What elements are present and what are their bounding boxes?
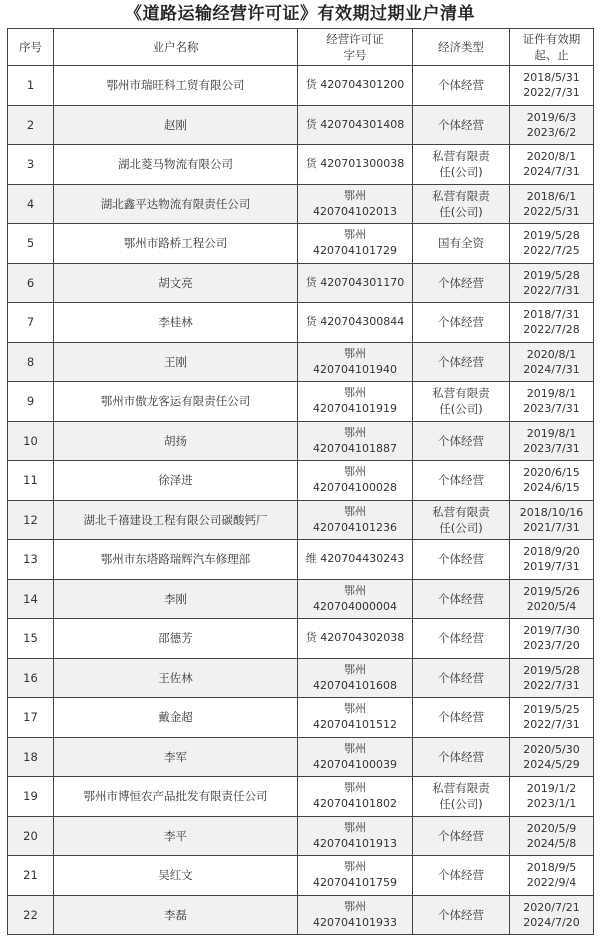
validity-start: 2020/6/15 [523,466,580,480]
cell-license [298,579,413,619]
business-name: 湖北鑫平达物流有限责任公司 [100,196,251,211]
cell-validity [510,540,594,580]
cell-type [413,856,510,896]
cell-no [8,66,54,106]
validity-start: 2020/7/21 [523,900,580,914]
validity-end: 2023/6/2 [526,125,577,139]
type-line1: 私营有限责 [432,504,490,519]
validity-end: 2020/5/4 [526,599,577,613]
cell-validity [510,658,594,698]
cell-type [413,382,510,422]
business-name: 王佐林 [158,670,193,685]
table-header-row [8,29,594,66]
validity-end: 2019/7/31 [523,560,580,574]
cell-validity [510,816,594,856]
business-name: 赵刚 [164,117,187,132]
table-row [8,658,594,698]
header-license-line1: 经营许可证 [326,32,384,46]
row-number: 11 [23,473,38,488]
cell-type [413,658,510,698]
row-number: 7 [26,315,35,330]
cell-no [8,619,54,659]
cell-type [413,421,510,461]
row-number: 14 [23,591,38,606]
row-number: 1 [26,78,35,93]
row-number: 13 [23,552,38,567]
cell-validity [510,145,594,185]
license-line1: 鄂州 [344,820,366,834]
business-name: 徐泽进 [158,473,193,488]
type-line1: 个体经营 [438,275,484,290]
validity-end: 2024/7/20 [523,915,580,929]
cell-license [298,698,413,738]
cell-name [54,342,298,382]
table-row [8,579,594,619]
license-line1: 鄂州 [344,386,366,400]
cell-type [413,816,510,856]
cell-type [413,303,510,343]
type-line1: 个体经营 [438,828,484,843]
table-row [8,184,594,224]
license-line1: 鄂州 [344,860,366,874]
cell-validity [510,105,594,145]
business-name: 戴金超 [158,710,193,725]
cell-no [8,816,54,856]
row-number: 9 [26,394,35,409]
row-number: 12 [23,512,38,527]
license-line2: 420704101919 [313,402,397,416]
cell-name [54,540,298,580]
type-line1: 个体经营 [438,710,484,725]
expired-license-table [7,28,594,935]
cell-name [54,777,298,817]
validity-start: 2020/5/9 [526,821,577,835]
cell-name [54,658,298,698]
type-line1: 个体经营 [438,78,484,93]
cell-name [54,500,298,540]
business-name: 鄂州市瑞旺科工贸有限公司 [106,78,245,93]
validity-start: 2018/6/1 [526,189,577,203]
validity-end: 2022/7/31 [523,718,580,732]
cell-no [8,658,54,698]
table-row [8,105,594,145]
row-number: 18 [23,749,38,764]
row-number: 5 [26,236,35,251]
cell-no [8,461,54,501]
validity-end: 2024/6/15 [523,481,580,495]
validity-start: 2018/7/31 [523,308,580,322]
type-line1: 个体经营 [438,117,484,132]
business-name: 湖北千禧建设工程有限公司碳酸钙厂 [83,512,268,527]
validity-start: 2019/5/28 [523,663,580,677]
cell-license [298,856,413,896]
cell-no [8,184,54,224]
business-name: 王刚 [164,354,187,369]
cell-no [8,856,54,896]
license-line1: 货 420704301170 [305,275,405,289]
cell-type [413,895,510,935]
license-line1: 货 420704300844 [305,315,405,329]
type-line1: 国有全资 [438,236,484,251]
license-line2: 420704102013 [313,204,397,218]
validity-end: 2022/7/31 [523,283,580,297]
cell-name [54,856,298,896]
table-row [8,777,594,817]
type-line1: 个体经营 [438,591,484,606]
table-row [8,145,594,185]
business-name: 李磊 [164,907,187,922]
row-number: 4 [26,196,35,211]
cell-no [8,303,54,343]
validity-start: 2018/10/16 [519,505,584,519]
validity-start: 2019/5/28 [523,268,580,282]
cell-license [298,145,413,185]
cell-no [8,382,54,422]
type-line1: 个体经营 [438,433,484,448]
cell-name [54,105,298,145]
cell-validity [510,342,594,382]
cell-no [8,737,54,777]
table-row [8,461,594,501]
validity-end: 2022/5/31 [523,204,580,218]
table-row [8,66,594,106]
header-license [298,29,413,66]
license-line2: 420704101608 [313,678,397,692]
cell-validity [510,263,594,303]
license-line2: 420704101802 [313,797,397,811]
cell-validity [510,382,594,422]
table-row [8,342,594,382]
validity-start: 2020/5/30 [523,742,580,756]
license-line1: 鄂州 [344,899,366,913]
business-name: 胡扬 [164,433,187,448]
validity-start: 2018/9/20 [523,545,580,559]
header-name: 业户名称 [54,29,298,66]
cell-license [298,303,413,343]
type-line1: 个体经营 [438,749,484,764]
business-name: 吴红文 [158,868,193,883]
validity-start: 2019/5/25 [523,703,580,717]
cell-validity [510,777,594,817]
type-line2: 任(公司) [439,402,483,417]
validity-start: 2019/7/30 [523,624,580,638]
validity-start: 2019/5/28 [523,229,580,243]
type-line1: 私营有限责 [432,149,490,164]
cell-license [298,224,413,264]
table-row [8,698,594,738]
validity-end: 2023/1/1 [526,797,577,811]
row-number: 2 [26,117,35,132]
license-line1: 鄂州 [344,228,366,242]
validity-end: 2021/7/31 [523,520,580,534]
table-row [8,856,594,896]
cell-validity [510,698,594,738]
license-line1: 鄂州 [344,702,366,716]
cell-license [298,105,413,145]
cell-license [298,619,413,659]
cell-name [54,66,298,106]
header-validity-line2: 起、止 [534,48,569,62]
cell-name [54,421,298,461]
business-name: 李刚 [164,591,187,606]
business-name: 鄂州市东塔路瑞辉汽车修理部 [100,552,251,567]
row-number: 10 [23,433,38,448]
page-title: 《道路运输经营许可证》有效期过期业户清单 [125,4,475,24]
cell-name [54,895,298,935]
row-number: 16 [23,670,38,685]
cell-no [8,540,54,580]
business-name: 李平 [164,828,187,843]
cell-license [298,658,413,698]
cell-no [8,105,54,145]
cell-license [298,816,413,856]
row-number: 3 [26,157,35,172]
validity-start: 2019/5/26 [523,584,580,598]
cell-type [413,500,510,540]
cell-type [413,619,510,659]
type-line1: 私营有限责 [432,188,490,203]
license-line1: 维 420704430243 [305,552,405,566]
cell-validity [510,500,594,540]
table-row [8,619,594,659]
cell-name [54,224,298,264]
type-line1: 个体经营 [438,552,484,567]
type-line2: 任(公司) [439,204,483,219]
type-line1: 个体经营 [438,868,484,883]
table-row [8,737,594,777]
type-line2: 任(公司) [439,165,483,180]
validity-start: 2018/5/31 [523,71,580,85]
row-number: 20 [23,828,38,843]
cell-name [54,619,298,659]
cell-name [54,698,298,738]
license-line2: 420704000004 [313,599,397,613]
validity-start: 2019/1/2 [526,782,577,796]
license-line2: 420704101940 [313,362,397,376]
cell-validity [510,184,594,224]
cell-name [54,579,298,619]
validity-end: 2023/7/20 [523,639,580,653]
cell-name [54,184,298,224]
cell-license [298,461,413,501]
table-row [8,895,594,935]
license-line2: 420704101913 [313,836,397,850]
business-name: 胡文亮 [158,275,193,290]
cell-name [54,461,298,501]
table-row [8,263,594,303]
cell-name [54,382,298,422]
cell-validity [510,737,594,777]
validity-end: 2022/9/4 [526,876,577,890]
license-line1: 货 420704301408 [305,117,405,131]
table-row [8,303,594,343]
cell-name [54,263,298,303]
row-number: 21 [23,868,38,883]
license-line2: 420704101512 [313,718,397,732]
license-line1: 货 420704301200 [305,78,405,92]
type-line1: 私营有限责 [432,781,490,796]
cell-name [54,303,298,343]
business-name: 鄂州市路桥工程公司 [123,236,228,251]
type-line1: 个体经营 [438,473,484,488]
validity-end: 2022/7/28 [523,323,580,337]
table-row [8,500,594,540]
cell-no [8,342,54,382]
cell-type [413,263,510,303]
cell-validity [510,461,594,501]
type-line1: 个体经营 [438,670,484,685]
validity-end: 2024/7/31 [523,362,580,376]
cell-type [413,540,510,580]
table-row [8,816,594,856]
cell-validity [510,895,594,935]
validity-start: 2020/8/1 [526,150,577,164]
cell-validity [510,224,594,264]
cell-type [413,777,510,817]
cell-validity [510,856,594,896]
validity-end: 2022/7/25 [523,244,580,258]
cell-license [298,737,413,777]
type-line1: 个体经营 [438,631,484,646]
row-number: 15 [23,631,38,646]
cell-type [413,737,510,777]
validity-end: 2022/7/31 [523,678,580,692]
license-line2: 420704101759 [313,876,397,890]
validity-start: 2020/8/1 [526,347,577,361]
business-name: 邵德芳 [158,631,193,646]
cell-type [413,66,510,106]
cell-no [8,698,54,738]
validity-end: 2024/5/8 [526,836,577,850]
cell-type [413,461,510,501]
license-line2: 420704100039 [313,757,397,771]
cell-type [413,579,510,619]
cell-license [298,895,413,935]
cell-license [298,421,413,461]
cell-type [413,145,510,185]
type-line1: 个体经营 [438,907,484,922]
validity-start: 2018/9/5 [526,861,577,875]
table-row [8,224,594,264]
cell-license [298,540,413,580]
cell-no [8,224,54,264]
license-line1: 鄂州 [344,741,366,755]
cell-license [298,184,413,224]
cell-validity [510,619,594,659]
license-line1: 鄂州 [344,583,366,597]
type-line2: 任(公司) [439,520,483,535]
validity-end: 2023/7/31 [523,402,580,416]
cell-no [8,777,54,817]
validity-end: 2024/5/29 [523,757,580,771]
header-type: 经济类型 [413,29,510,66]
cell-type [413,698,510,738]
validity-end: 2022/7/31 [523,86,580,100]
cell-no [8,263,54,303]
cell-name [54,737,298,777]
cell-type [413,184,510,224]
license-line1: 鄂州 [344,504,366,518]
license-line1: 鄂州 [344,346,366,360]
license-line1: 鄂州 [344,465,366,479]
cell-license [298,263,413,303]
license-line2: 420704101887 [313,441,397,455]
cell-name [54,145,298,185]
row-number: 8 [26,354,35,369]
cell-license [298,500,413,540]
cell-license [298,382,413,422]
business-name: 鄂州市傲龙客运有限责任公司 [100,394,251,409]
license-line2: 420704101933 [313,915,397,929]
row-number: 22 [23,907,38,922]
type-line1: 个体经营 [438,315,484,330]
type-line2: 任(公司) [439,797,483,812]
license-line1: 鄂州 [344,425,366,439]
row-number: 17 [23,710,38,725]
cell-type [413,105,510,145]
license-line1: 鄂州 [344,781,366,795]
cell-license [298,342,413,382]
header-validity-line1: 证件有效期 [522,32,581,46]
business-name: 湖北菱马物流有限公司 [118,157,233,172]
validity-start: 2019/8/1 [526,387,577,401]
header-no: 序号 [8,29,54,66]
row-number: 19 [23,789,38,804]
license-line1: 鄂州 [344,188,366,202]
cell-validity [510,579,594,619]
cell-type [413,224,510,264]
cell-license [298,66,413,106]
license-line2: 420704101236 [313,520,397,534]
validity-start: 2019/6/3 [526,110,577,124]
validity-end: 2023/7/31 [523,441,580,455]
type-line1: 私营有限责 [432,386,490,401]
cell-validity [510,421,594,461]
business-name: 李桂林 [158,315,193,330]
validity-start: 2019/8/1 [526,426,577,440]
cell-no [8,579,54,619]
table-row [8,382,594,422]
cell-name [54,816,298,856]
license-line1: 货 420701300038 [305,157,405,171]
business-name: 李军 [164,749,187,764]
cell-no [8,421,54,461]
cell-no [8,500,54,540]
table-row [8,540,594,580]
license-line2: 420704100028 [313,481,397,495]
cell-license [298,777,413,817]
cell-no [8,145,54,185]
license-line2: 420704101729 [313,244,397,258]
license-line1: 货 420704302038 [305,631,405,645]
license-line1: 鄂州 [344,662,366,676]
cell-validity [510,303,594,343]
header-license-line2: 字号 [343,48,367,62]
cell-type [413,342,510,382]
row-number: 6 [26,275,35,290]
validity-end: 2024/7/31 [523,165,580,179]
type-line1: 个体经营 [438,354,484,369]
business-name: 鄂州市博恒农产品批发有限责任公司 [83,789,268,804]
table-row [8,421,594,461]
cell-no [8,895,54,935]
header-validity [510,29,594,66]
cell-validity [510,66,594,106]
